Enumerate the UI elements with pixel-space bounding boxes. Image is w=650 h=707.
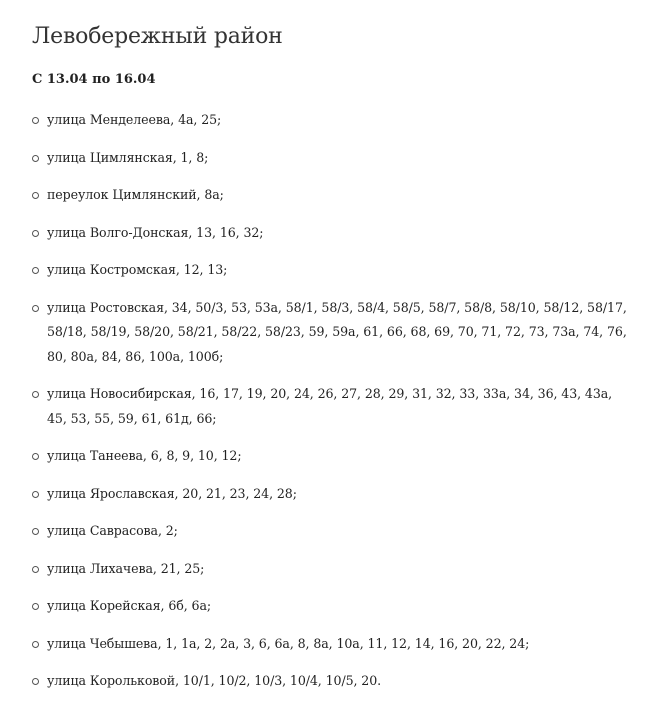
bullet-icon xyxy=(32,566,39,573)
street-text: улица Танеева, 6, 8, 9, 10, 12; xyxy=(47,448,242,463)
list-item xyxy=(32,594,632,619)
list-item xyxy=(32,632,632,657)
list-item xyxy=(32,444,632,469)
list-item xyxy=(32,519,632,544)
article-content xyxy=(32,22,632,707)
street-text: улица Ярославская, 20, 21, 23, 24, 28; xyxy=(47,485,297,501)
list-item xyxy=(32,146,632,171)
bullet-icon xyxy=(32,391,39,398)
bullet-icon xyxy=(32,641,39,648)
street-text: улица Менделеева, 4а, 25; xyxy=(47,112,222,127)
street-text: улица Лихачева, 21, 25; xyxy=(47,560,205,576)
list-item xyxy=(32,669,632,694)
bullet-icon xyxy=(32,528,39,535)
bullet-icon xyxy=(32,267,39,274)
street-text: улица Чебышева, 1, 1а, 2, 2а, 3, 6, 6а, 8, 8а, 10а, 11, 12, 14, 16, 20, 22, 24; xyxy=(47,635,530,651)
date-range: С 13.04 по 16.04 xyxy=(32,72,156,87)
street-text: улица Корольковой, 10/1, 10/2, 10/3, 10/4, 10/5, 20. xyxy=(47,673,382,688)
bullet-icon xyxy=(32,453,39,460)
list-item xyxy=(32,296,632,370)
street-text: улица Волго-Донская, 13, 16, 32; xyxy=(47,224,264,240)
street-text: улица Ростовская, 34, 50/3, 53, 53а, 58/1, 58/3, 58/4, 58/5, 58/7, 58/8, 58/10, 58/12, 58/17, 58/18, 58/19, 58/20, 58/21, 58/22, 58/23, 59, 59а, 61, 66, 68, 69, 70, 71, 72, 73, 73а, 74, 76, 80, 80а, 84, 86, 100а, 100б; xyxy=(47,299,627,364)
list-item xyxy=(32,258,632,283)
bullet-icon xyxy=(32,305,39,312)
street-list xyxy=(32,108,632,694)
street-text: улица Саврасова, 2; xyxy=(47,523,178,538)
list-item xyxy=(32,382,632,431)
bullet-icon xyxy=(32,230,39,237)
street-text: улица Новосибирская, 16, 17, 19, 20, 24, 26, 27, 28, 29, 31, 32, 33, 33а, 34, 36, 43, 43а, 45, 53, 55, 59, 61, 61д, 66; xyxy=(47,386,613,426)
street-text: улица Костромская, 12, 13; xyxy=(47,262,228,277)
bullet-icon xyxy=(32,603,39,610)
list-item xyxy=(32,108,632,133)
list-item xyxy=(32,183,632,208)
bullet-icon xyxy=(32,117,39,124)
street-text: улица Корейская, 6б, 6а; xyxy=(47,598,212,613)
list-item xyxy=(32,482,632,507)
bullet-icon xyxy=(32,678,39,685)
list-item xyxy=(32,557,632,582)
street-text: улица Цимлянская, 1, 8; xyxy=(47,149,209,165)
list-item xyxy=(32,221,632,246)
bullet-icon xyxy=(32,192,39,199)
bullet-icon xyxy=(32,155,39,162)
street-text: переулок Цимлянский, 8а; xyxy=(47,187,224,202)
bullet-icon xyxy=(32,491,39,498)
district-title: Левобережный район xyxy=(32,24,283,49)
